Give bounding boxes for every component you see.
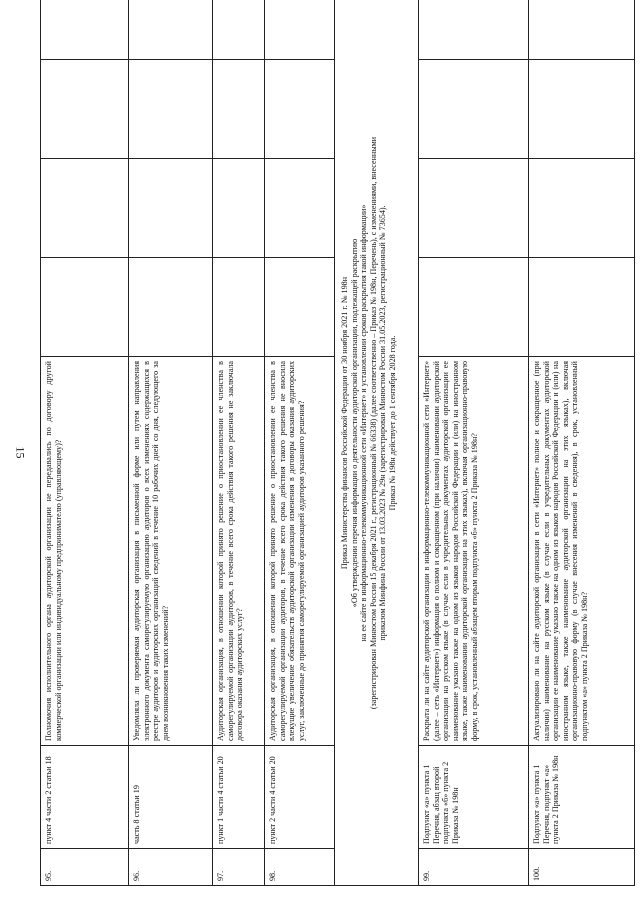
checklist-table-container	[40, 20, 600, 886]
row-number: 96.	[129, 849, 213, 886]
table-row	[41, 0, 129, 886]
answer-cell-no	[129, 159, 213, 258]
row-number: 95.	[41, 849, 129, 886]
notes-cell	[265, 0, 335, 60]
answer-cell-na	[41, 60, 129, 159]
section-header	[335, 0, 419, 886]
rotated-sheet	[40, 20, 600, 886]
table-row	[419, 0, 529, 886]
notes-cell	[129, 0, 213, 60]
legal-reference: пункт 2 части 4 статьи 20	[265, 746, 335, 849]
answer-cell-na	[213, 60, 265, 159]
section-line: (зарегистрирован Минюстом России 15 декабря 2021 г., регистрационный № 66338) (далее соответственно – Приказ № 198н, Перечень), с изменениями, внесенными	[368, 136, 378, 710]
table-row	[213, 0, 265, 886]
section-line: приказом Минфина России от 13.03.2023 № 29н (зарегистрирован Минюстом России 31.05.2023, регистрационный № 73654).	[378, 205, 388, 641]
answer-cell-no	[265, 159, 335, 258]
answer-cell-yes	[529, 258, 635, 357]
requirement-text: Аудиторская организация, в отношении которой принято решение о приостановлении ее членства в саморегулируемой организации аудиторов, в течение всего срока действия такого решения не вносила влекущие увеличение обязательств аудиторской организации изменения в договоры оказания аудиторских услуг, заключенные до принятия саморегулируемой организацией аудиторов указанного решения?	[265, 357, 335, 746]
legal-reference: пункт 4 части 2 статьи 18	[41, 746, 129, 849]
requirement-text: Полномочия исполнительного органа аудиторской организации не передавались по договору другой коммерческой организации или индивидуальному предпринимателю (управляющему)?	[41, 357, 129, 746]
answer-cell-na	[419, 60, 529, 159]
answer-cell-no	[213, 159, 265, 258]
section-line: Приказ № 198н действует до 1 сентября 2028 года.	[387, 335, 397, 511]
answer-cell-yes	[419, 258, 529, 357]
section-line: на ее сайте в информационно-телекоммуникационной сети «Интернет» и установлении сроков раскрытия такой информации»	[359, 204, 369, 642]
section-line: «Об утверждении перечня информации о деятельности аудиторской организации, подлежащей раскрытию	[349, 238, 359, 608]
answer-cell-na	[129, 60, 213, 159]
answer-cell-yes	[41, 258, 129, 357]
requirement-text: Актуализировано ли на сайте аудиторской организации в сети «Интернет» полное и сокращенное (при наличии) наименование на русском языке (в случае если в учредительных документах аудиторской организации ее наименование указано также на одном из языков народов Российской Федерации и (или) на иностранном языке, также наименование аудиторской организации на этих языках), включая организационно-правовую форму (в случае внесения изменений в сведения), в срок, установленный подпунктом «а» пункта 2 Приказа № 198н?	[529, 357, 635, 746]
legal-reference: Подпункт «а» пункта 1 Перечня, подпункт «а» пункта 2 Приказа № 198н	[529, 746, 635, 849]
requirement-text: Уведомляла ли проверяемая аудиторская организация в письменной форме или путем направления электронного документа саморегулируемую организацию аудиторов о всех изменениях содержащихся в реестре аудиторов и аудиторских организаций сведений в течение 10 рабочих дней со дня, следующего за днем возникновения таких изменений?	[129, 357, 213, 746]
row-number: 99.	[419, 849, 529, 886]
legal-reference: Подпункт «а» пункта 1 Перечня, абзац второй подпункта «б» пункта 2 Приказа № 198н	[419, 746, 529, 849]
page-number: 15	[13, 446, 28, 459]
answer-cell-no	[529, 159, 635, 258]
checklist-table	[40, 0, 635, 886]
legal-reference: часть 8 статьи 19	[129, 746, 213, 849]
notes-cell	[529, 0, 635, 60]
requirement-text: Аудиторская организация, в отношении которой принято решение о приостановлении ее членства в саморегулируемой организации аудиторов, в течение всего срока действия такого решения не заключала договора оказания аудиторских услуг?	[213, 357, 265, 746]
answer-cell-yes	[265, 258, 335, 357]
requirement-text: Раскрыта ли на сайте аудиторской организации в информационно-телекоммуникационной сети «Интернет» (далее – сеть «Интернет») информация о полном и сокращенном (при наличии) наименовании аудиторской организации на русском языке (в случае если в учредительных документах аудиторской организации ее наименование указано также на одном из языков народов Российской Федерации и (или) на иностранном языке, также наименовании аудиторской организации на этих языках), включая организационно-правовую форму, в срок, установленный абзацем вторым подпункта «б» пункта 2 Приказа № 198н?	[419, 357, 529, 746]
answer-cell-na	[265, 60, 335, 159]
answer-cell-yes	[213, 258, 265, 357]
table-row	[129, 0, 213, 886]
answer-cell-no	[41, 159, 129, 258]
notes-cell	[419, 0, 529, 60]
answer-cell-no	[419, 159, 529, 258]
row-number: 97.	[213, 849, 265, 886]
answer-cell-yes	[129, 258, 213, 357]
notes-cell	[213, 0, 265, 60]
row-number: 98.	[265, 849, 335, 886]
section-header-row	[335, 0, 419, 886]
table-row	[265, 0, 335, 886]
row-number: 100.	[529, 849, 635, 886]
legal-reference: пункт 1 части 4 статьи 20	[213, 746, 265, 849]
section-line: Приказ Министерства финансов Российской Федерации от 30 ноября 2021 г. № 198н	[340, 276, 349, 570]
answer-cell-na	[529, 60, 635, 159]
notes-cell	[41, 0, 129, 60]
table-row	[529, 0, 635, 886]
